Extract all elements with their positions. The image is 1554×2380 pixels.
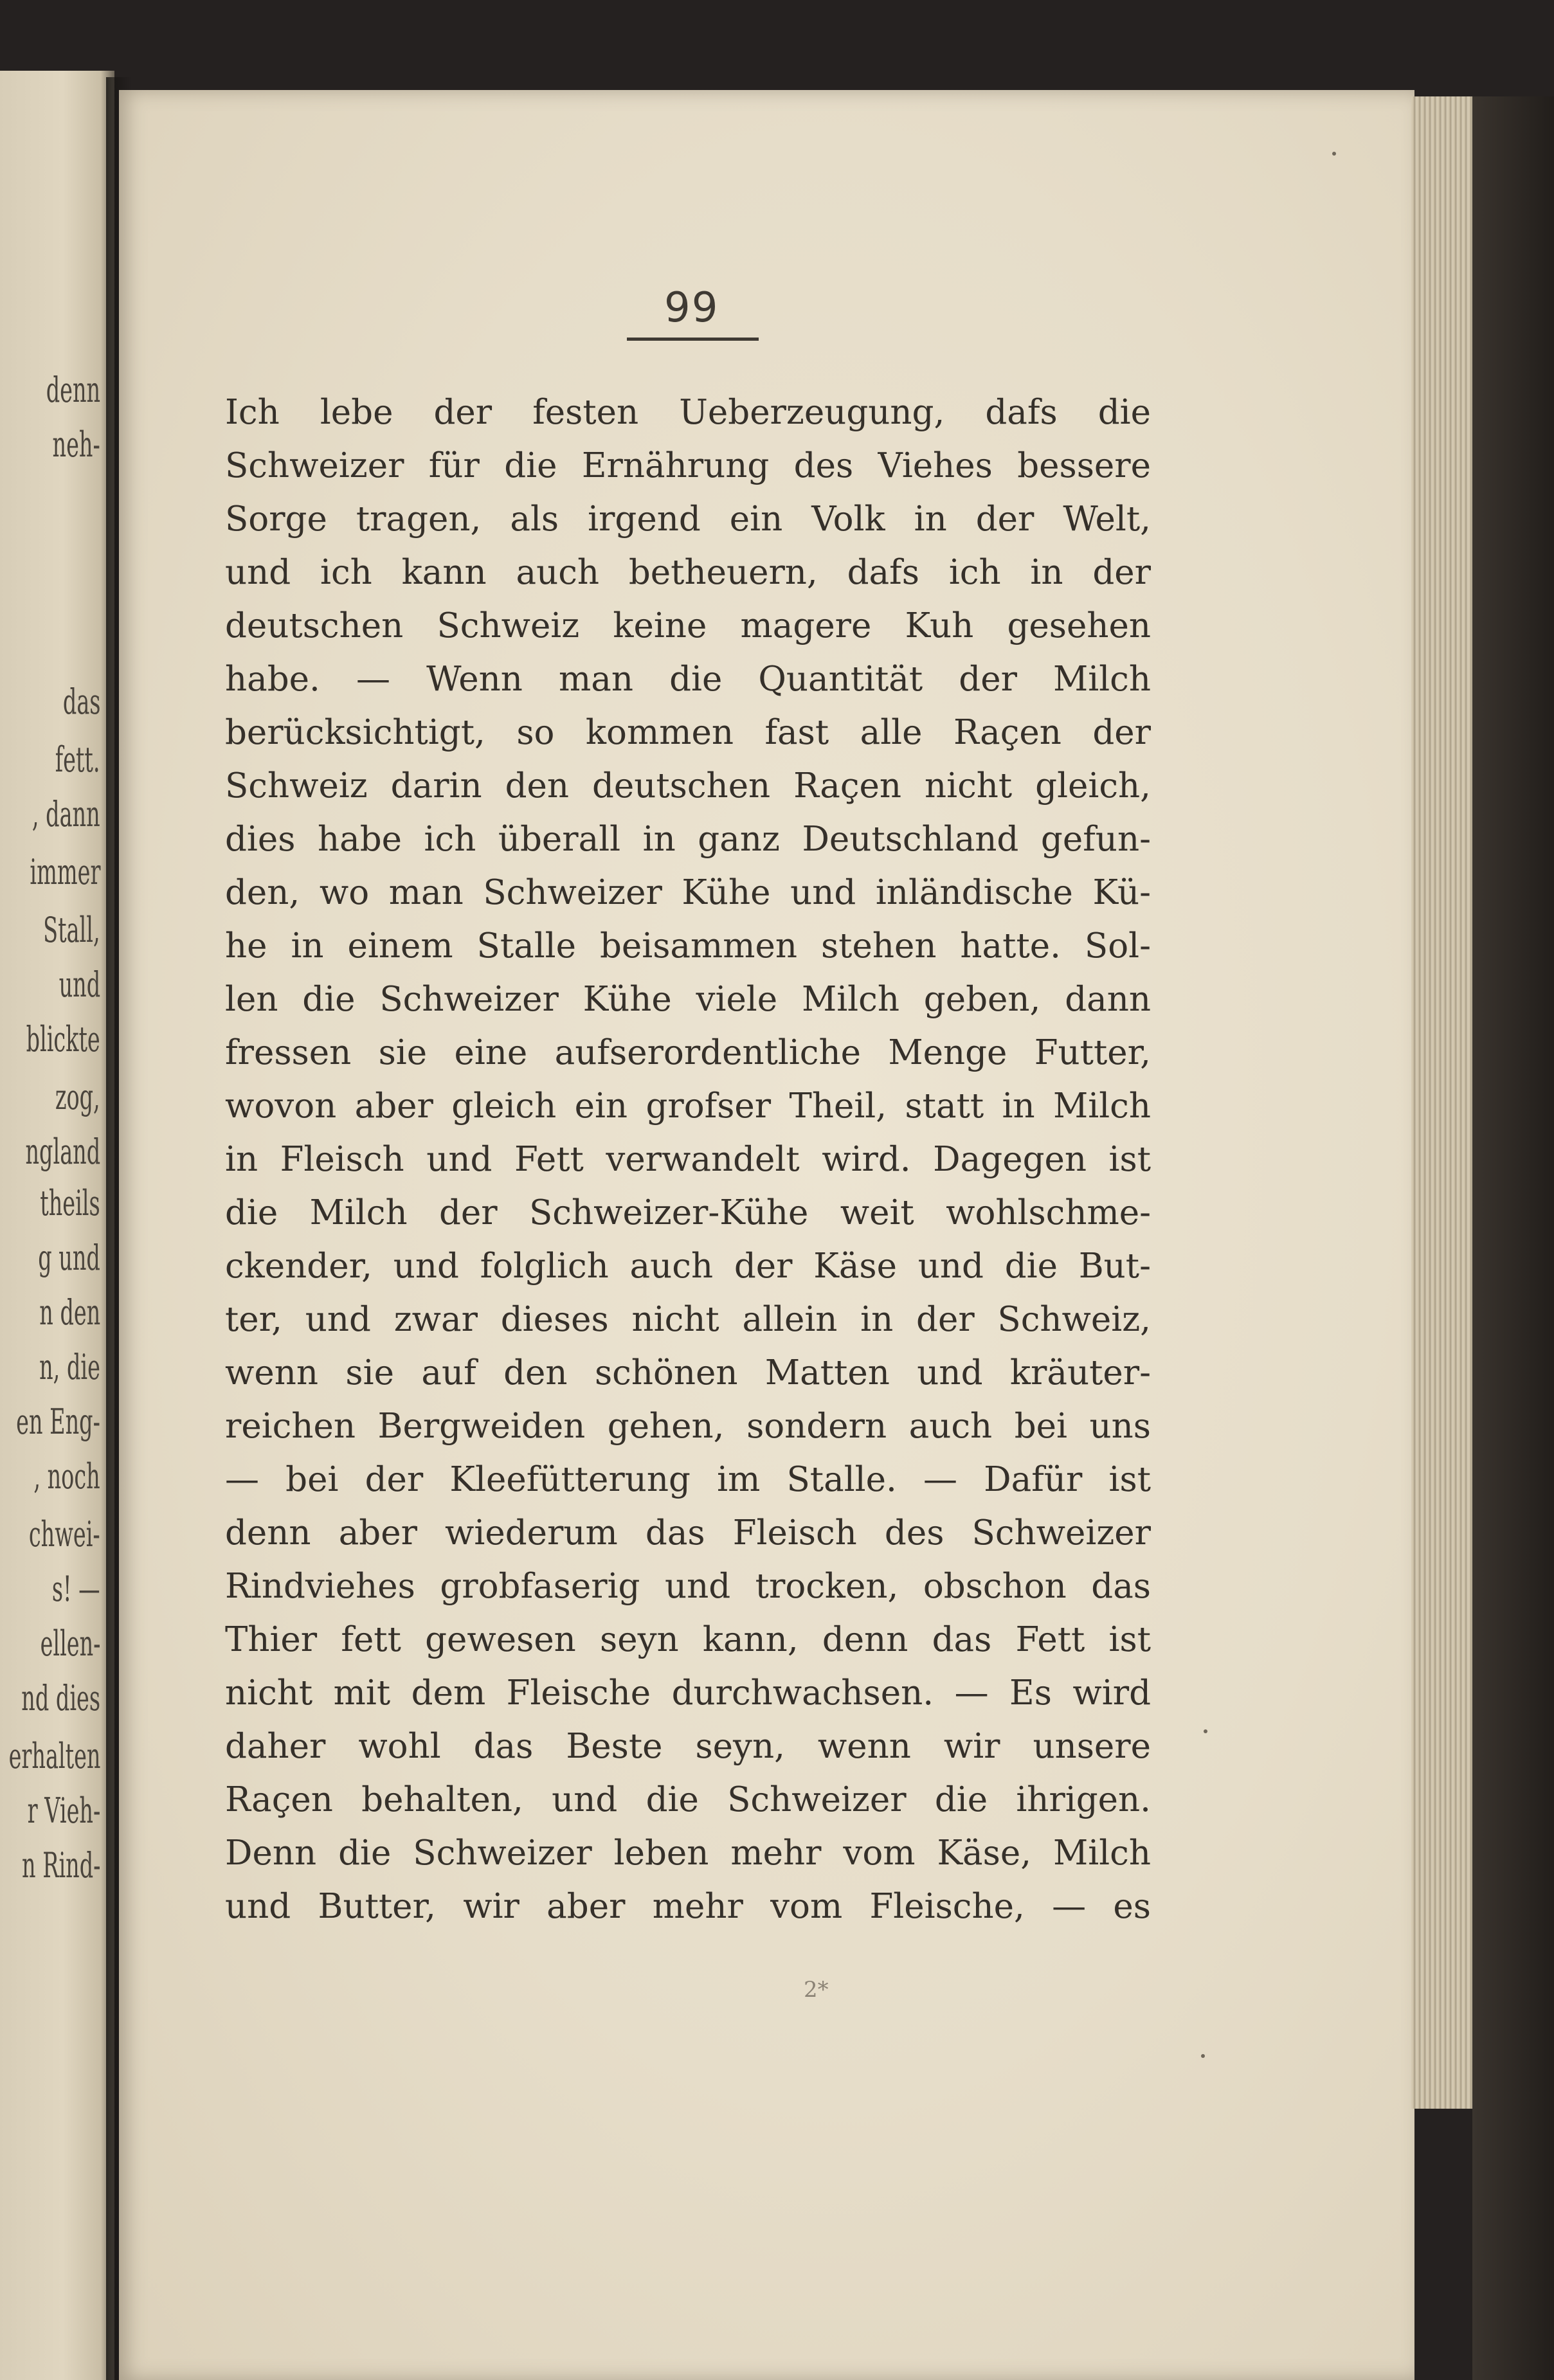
- text-line: Schweiz darin den deutschen Raçen nicht gleich,: [225, 766, 1151, 806]
- left-page-fragment: und: [59, 964, 100, 1005]
- text-line: ter, und zwar dieses nicht allein in der Schweiz,: [225, 1300, 1151, 1339]
- text-line: denn aber wiederum das Fleisch des Schweizer: [225, 1513, 1151, 1553]
- text-line: und Butter, wir aber mehr vom Fleische, — es: [225, 1887, 1151, 1926]
- left-page-fragment: g und: [38, 1238, 100, 1278]
- text-line: in Fleisch und Fett verwandelt wird. Dagegen ist: [225, 1140, 1151, 1179]
- left-page-fragment: , dann: [32, 794, 100, 834]
- left-page-fragment: blickte: [26, 1019, 100, 1059]
- book-cover-shadow: [1472, 96, 1554, 2380]
- left-page-fragment: erhalten: [8, 1736, 100, 1776]
- text-line: habe. — Wenn man die Quantität der Milch: [225, 660, 1151, 699]
- text-line: Sorge tragen, als irgend ein Volk in der Welt,: [225, 500, 1151, 539]
- paper-speck: [1201, 2054, 1205, 2058]
- left-page-fragment: r Vieh-: [27, 1790, 100, 1831]
- page-number-rule: [627, 338, 759, 341]
- text-line: berücksichtigt, so kommen fast alle Raçen der: [225, 713, 1151, 752]
- left-page-fragment: n, die: [39, 1347, 100, 1387]
- left-page-fragment: zog,: [55, 1077, 100, 1117]
- paper-speck: [1204, 1729, 1207, 1733]
- text-line: — bei der Kleefütterung im Stalle. — Dafür ist: [225, 1460, 1151, 1499]
- left-page-fragment: chwei-: [29, 1514, 100, 1555]
- left-page-fragment: ngland: [25, 1131, 100, 1172]
- text-line: Thier fett gewesen seyn kann, denn das Fett ist: [225, 1620, 1151, 1659]
- text-line: he in einem Stalle beisammen stehen hatte. Sol-: [225, 926, 1151, 966]
- text-line: reichen Bergweiden gehen, sondern auch bei uns: [225, 1407, 1151, 1446]
- page-number: 99: [664, 284, 719, 332]
- left-page-fragment: s! —: [52, 1569, 100, 1609]
- text-line: und ich kann auch betheuern, dafs ich in der: [225, 553, 1151, 592]
- left-page-fragment: , noch: [33, 1456, 100, 1497]
- left-page-fragment: n Rind-: [21, 1845, 100, 1886]
- text-line: Denn die Schweizer leben mehr vom Käse, Milch: [225, 1834, 1151, 1873]
- text-line: fressen sie eine aufserordentliche Menge Futter,: [225, 1033, 1151, 1072]
- left-page-fragment: nd dies: [21, 1678, 100, 1718]
- left-page-fragment: ellen-: [40, 1623, 100, 1664]
- text-line: Schweizer für die Ernährung des Viehes bessere: [225, 446, 1151, 485]
- text-line: Raçen behalten, und die Schweizer die ihrigen.: [225, 1780, 1151, 1819]
- text-line: ckender, und folglich auch der Käse und die But-: [225, 1247, 1151, 1286]
- left-page-fragment: denn: [46, 370, 100, 410]
- left-page-fragment: Stall,: [43, 910, 100, 950]
- left-page-fragment: theils: [40, 1183, 100, 1223]
- left-page-fragment: immer: [29, 852, 100, 892]
- left-page-fragment: en Eng-: [16, 1402, 100, 1442]
- text-line: len die Schweizer Kühe viele Milch geben, dann: [225, 980, 1151, 1019]
- signature-mark: 2*: [804, 1977, 829, 2003]
- text-line: Rindviehes grobfaserig und trocken, obschon das: [225, 1567, 1151, 1606]
- text-line: wovon aber gleich ein grofser Theil, statt in Milch: [225, 1086, 1151, 1126]
- text-line: dies habe ich überall in ganz Deutschland gefun-: [225, 820, 1151, 859]
- left-page-fragment: neh-: [52, 424, 100, 465]
- page-fore-edge: [1411, 96, 1474, 2109]
- text-line: wenn sie auf den schönen Matten und kräuter-: [225, 1353, 1151, 1393]
- left-page-edge: [0, 71, 114, 2380]
- left-page-fragment: n den: [39, 1292, 100, 1333]
- text-line: daher wohl das Beste seyn, wenn wir unsere: [225, 1727, 1151, 1766]
- text-line: nicht mit dem Fleische durchwachsen. — Es wird: [225, 1673, 1151, 1713]
- text-line: die Milch der Schweizer-Kühe weit wohlschme-: [225, 1193, 1151, 1232]
- text-line: deutschen Schweiz keine magere Kuh gesehen: [225, 606, 1151, 645]
- left-page-fragment: fett.: [55, 739, 100, 780]
- text-line: Ich lebe der festen Ueberzeugung, dafs die: [225, 393, 1151, 432]
- left-page-fragment: das: [62, 681, 100, 722]
- text-line: den, wo man Schweizer Kühe und inländische Kü-: [225, 873, 1151, 912]
- paper-speck: [1332, 152, 1336, 156]
- body-text: [225, 386, 1151, 1933]
